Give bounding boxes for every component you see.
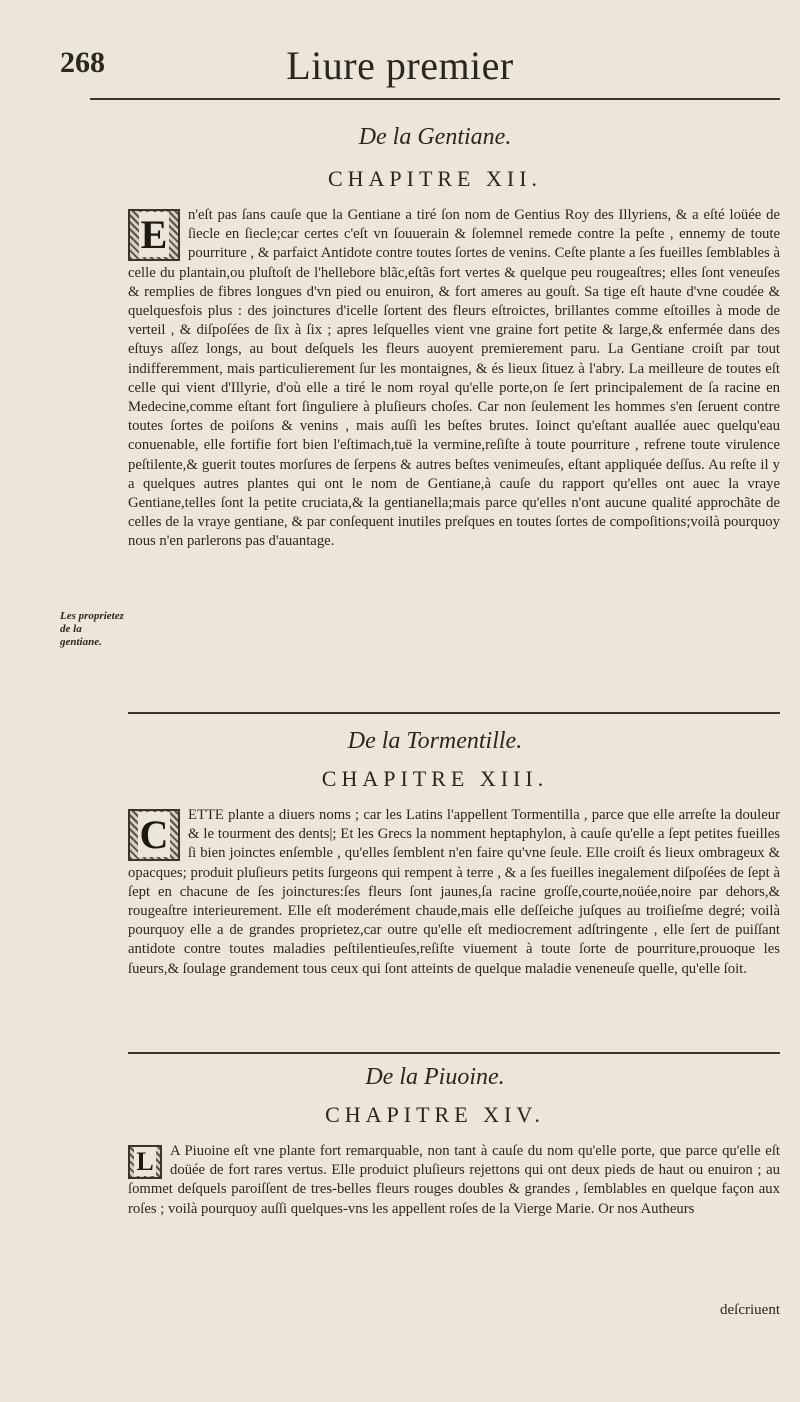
chapter-xiii-body: ETTE plante a diuers noms ; car les Latins l'appellent Tormentilla , parce que elle arreſte la douleur & le tourment des dents|; Et les Grecs la nomment heptaphylon, à cauſe qu'elle a ſept petites fueilles ſi bien joinctes enſemble , qu'elles ſemblent n'en faire qu'vne ſeule. Elle croiſt és lieux ombrageux & opacques; produit pluſieurs petits ſurgeons qui rempent à terre , & a ſes fueilles inegalement diſpoſées de ſept à ſept en chacune de ſes joinctures:ſes fleurs ſont jaunes,ſa racine groſſe,courte,noüée,noire par dehors,& rougeaſtre interieurement. Elle eſt moderément chaude,mais elle deſſeiche juſques au troiſieſme degré; voilà pourquoy elle a de grandes proprietez,car outre qu'elle eſt mediocrement adſtringente , elle ſert de puiſſant antidote contre toutes maladies peſtilentieuſes,reſiſte viuement à toute ſorte de pourriture,prouoque les ſueurs,& ſoulage grandement tous ceux qui ſont atteints de quelque maladie veneneuſe quelle, qu'elle ſoit. xyxy=(128,807,780,977)
chapter-heading-xii: CHAPITRE XII. xyxy=(327,166,543,191)
dropcap-e: E xyxy=(128,209,180,261)
section-title-gentiane: De la Gentiane. xyxy=(358,124,512,150)
section-separator xyxy=(128,712,780,714)
chapter-xiv-body: A Piuoine eſt vne plante fort remarquable, non tant à cauſe du nom qu'elle porte, que parce qu'elle eſt doüée de fort rares vertus. Elle produict pluſieurs rejettons qui ont deux pieds de haut ou enuiron ; au ſommet deſquels paroiſſent de tres-belles fleurs rouges doubles & grandes , ſemblables en quelque façon aux roſes ; voilà pourquoy auſſi quelques-vns les appellent roſes de la Vierge Marie. Or nos Autheurs xyxy=(128,1143,780,1217)
page-header xyxy=(60,42,740,92)
section-title-tormentille: De la Tormentille. xyxy=(347,728,523,754)
chapter-heading-xiv: CHAPITRE XIV. xyxy=(325,1102,545,1127)
chapter-xii-text xyxy=(128,206,780,552)
chapter-xiii-text xyxy=(128,806,780,979)
margin-note-proprietez: Les proprietez de la gentiane. xyxy=(60,610,124,648)
catchword: deſcriuent xyxy=(720,1302,780,1318)
page-number: 268 xyxy=(60,46,105,79)
chapter-xiv-text xyxy=(128,1142,780,1219)
dropcap-l: L xyxy=(128,1145,162,1179)
section-separator xyxy=(128,1052,780,1054)
dropcap-c: C xyxy=(128,809,180,861)
running-head: Liure premier xyxy=(286,43,514,88)
chapter-xii-body: n'eſt pas ſans cauſe que la Gentiane a tiré ſon nom de Gentius Roy des Illyriens, & a eſté loüée de ſiecle en ſiecle;car certes c'eſt vn ſouuerain & ſolemnel remede contre la peſte , ennemy de toute pourriture , & parfaict Antidote contre toutes ſortes de venins. Ceſte plante a ſes fueilles ſemblables à celle du plantain,ou pluſtoſt de l'hellebore blãc,eſtãs fort vertes & quelque peu rougeaſtres; elles ſont veneuſes & remplies de fibres longues d'vn pied ou enuiron, & fort ameres au gouſt. Sa tige eſt haute d'vne coudée & quelquesfois plus : des joinctures d'icelle ſortent des fleurs eſtroictes, brillantes comme eſtoilles à mode de verteil , & diſpoſées de ſix à ſix ; apres leſquelles vient vne graine fort petite & large,& enfermée dans des eſtuys aſſez longs, au bout deſquels les fleurs auoyent premierement paru. La Gentiane croiſt par tout indifferemment, mais particulierement ſur les montaignes, & és lieux ſituez à l'abry. La meilleure de toutes eſt celle qui vient d'Illyrie, d'où elle a tiré le nom royal qu'elle porte,on ſe ſert principalement de ſa racine en Medecine,comme eſtant fort ſinguliere à pluſieurs choſes. Car non ſeulement les hommes s'en ſeruent contre toutes ſortes de poiſons & venins , mais auſſi les beſtes brutes. Ioinct qu'eſtant auallée auec quelqu'eau conuenable, elle fortifie fort bien l'eſtimach,tuë la vermine,reſiſte à toute pourriture , refrene toute virulence peſtilente,& guerit toutes morſures de ſerpens & autres beſtes venimeuſes, eſtant appliquée deſſus. Au reſte il y a quelques autres plantes qui ont le nom de Gentiane,à cauſe du rapport qu'elles ont auec la vraye Gentiane,telles ſont la petite cruciata,& la gentianella;mais parce qu'elles n'ont aucune qualité approchãte de celles de la vraye gentiane, & par conſequent inutiles preſques en toutes ſortes de compoſitions;voilà pourquoy nous n'en parlerons pas d'auantage. xyxy=(128,207,780,550)
chapter-heading-xiii: CHAPITRE XIII. xyxy=(321,766,549,791)
section-title-piuoine: De la Piuoine. xyxy=(365,1064,505,1090)
header-rule xyxy=(90,98,780,100)
